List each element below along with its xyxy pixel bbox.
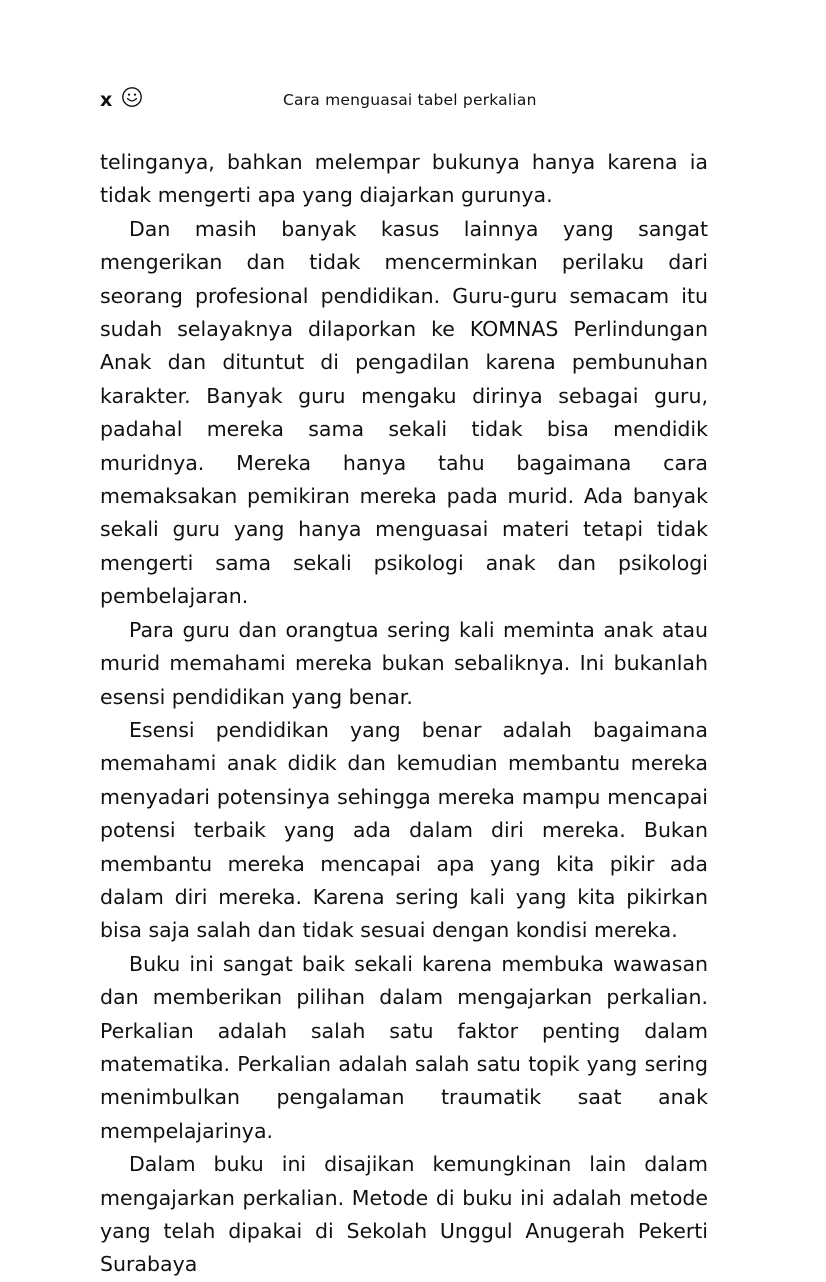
page-header: [100, 86, 710, 114]
paragraph: telinganya, bahkan melempar bukunya hanya karena ia tidak mengerti apa yang diajarkan gurunya.: [100, 150, 708, 208]
running-title: Cara menguasai tabel perkalian: [283, 91, 537, 109]
paragraph: Dan masih banyak kasus lainnya yang sangat mengerikan dan tidak mencerminkan perilaku dari seorang profesional pendidikan. Guru-guru semacam itu sudah selayaknya dilaporkan ke KOMNAS Perlindungan Anak dan dituntut di pengadilan karena pembunuhan karakter. Banyak guru mengaku dirinya sebagai guru, padahal mereka sama sekali tidak bisa mendidik muridnya. Mereka hanya tahu bagaimana cara memaksakan pemikiran mereka pada murid. Ada banyak sekali guru yang hanya menguasai materi tetapi tidak mengerti sama sekali psikologi anak dan psikologi pembelajaran.: [100, 216, 708, 609]
paragraph: Dalam buku ini disajikan kemungkinan lain dalam mengajarkan perkalian. Metode di buku ini adalah metode yang telah dipakai di Sekolah Unggul Anugerah Pekerti Surabaya: [100, 1152, 708, 1277]
body-text: [100, 146, 708, 1282]
paragraph: Para guru dan orangtua sering kali meminta anak atau murid memahami mereka bukan sebaliknya. Ini bukanlah esensi pendidikan yang benar.: [100, 617, 708, 709]
paragraph: Buku ini sangat baik sekali karena membuka wawasan dan memberikan pilihan dalam mengajarkan perkalian. Perkalian adalah salah satu faktor penting dalam matematika. Perkalian adalah salah satu topik yang sering menimbulkan pengalaman traumatik saat anak mempelajarinya.: [100, 951, 708, 1143]
paragraph: Esensi pendidikan yang benar adalah bagaimana memahami anak didik dan kemudian membantu mereka menyadari potensinya sehingga mereka mampu mencapai potensi terbaik yang ada dalam diri mereka. Bukan membantu mereka mencapai apa yang kita pikir ada dalam diri mereka. Karena sering kali yang kita pikirkan bisa saja salah dan tidak sesuai dengan kondisi mereka.: [100, 717, 708, 943]
page-number: x: [100, 89, 113, 111]
smiley-face-icon: [121, 86, 143, 108]
